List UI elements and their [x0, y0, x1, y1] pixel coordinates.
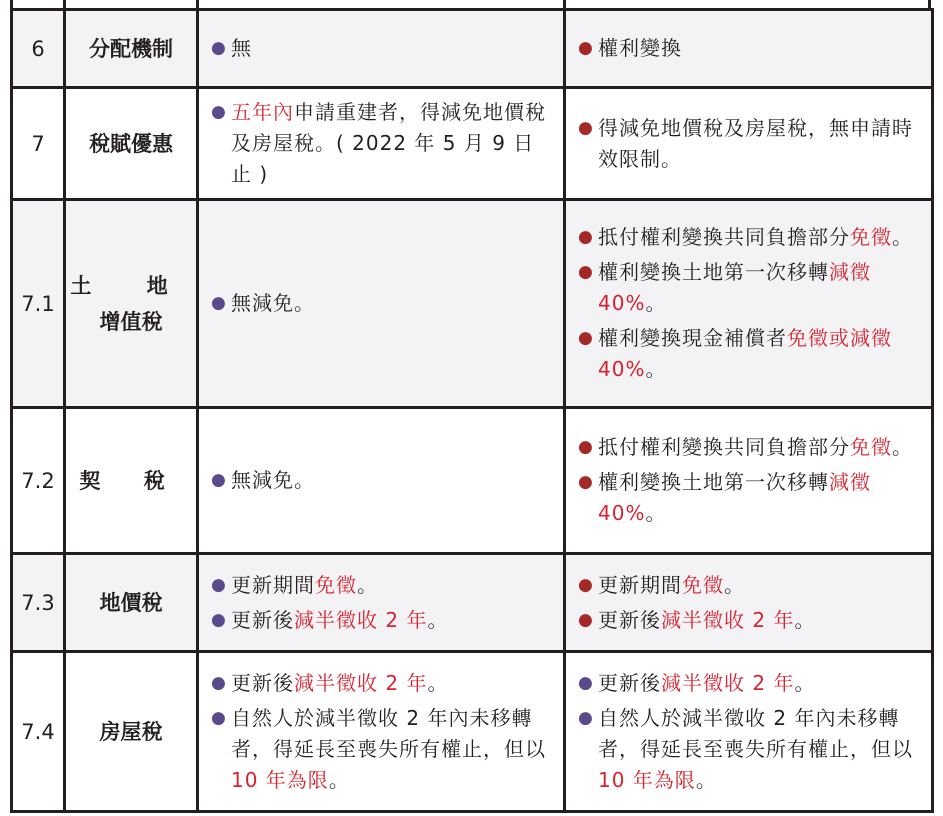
text-part: 更新期間: [231, 572, 315, 597]
text-part: 。: [427, 607, 449, 632]
text-part: 抵付權利變換共同負擔部分: [598, 435, 850, 459]
bullet-dot-icon: ●: [578, 609, 593, 630]
table-row: [12, 88, 933, 200]
text-part: 。: [645, 291, 667, 315]
row-number: 7.4: [12, 652, 65, 812]
text-part: 。: [724, 572, 745, 597]
text-part: 權利變換土地第一次移轉: [598, 260, 829, 284]
highlight-text: 10 年為限: [598, 767, 696, 792]
row-number: 7.2: [12, 408, 65, 554]
bullet-item: [578, 605, 921, 636]
row-cell-a: [198, 408, 565, 554]
bullet-dot-icon: ●: [211, 470, 226, 490]
bullet-text: [598, 570, 921, 601]
bullet-text: [598, 703, 921, 796]
bullet-dot-icon: ●: [578, 328, 593, 348]
highlight-text: 減徵 40%: [598, 470, 871, 525]
bullet-dot-icon: ●: [211, 293, 226, 313]
text-part: 。: [794, 607, 816, 632]
text-part: 。: [645, 501, 667, 525]
bullet-text: [598, 605, 921, 636]
text-part: 申請重建者，得減免地價稅及房屋稅。( 2022 年 5 月 9 日止 ): [231, 100, 546, 186]
bullet-item: [578, 33, 921, 64]
text-part: 自然人於減半徵收 2 年內未移轉者，得延長至喪失所有權止，但以: [231, 705, 546, 761]
bullet-dot-icon: ●: [578, 672, 593, 693]
text-part: 。: [357, 572, 378, 597]
bullet-item: [211, 465, 553, 496]
bullet-dot-icon: ●: [578, 437, 593, 457]
row-cell-a: [198, 88, 565, 200]
text-part: 抵付權利變換共同負擔部分: [598, 225, 850, 249]
bullet-item: [211, 33, 553, 64]
bullet-text: [231, 288, 553, 319]
table-row: [12, 200, 933, 408]
row-cell-a: [198, 200, 565, 408]
bullet-dot-icon: ●: [211, 574, 226, 595]
text-part: 更新後: [598, 607, 661, 632]
highlight-text: 免徵或減徵 40%: [598, 326, 892, 381]
text-part: 權利變換現金補償者: [598, 326, 787, 350]
highlight-text: 減半徵收 2 年: [294, 607, 428, 632]
tax-comparison-table: [10, 8, 934, 813]
bullet-text: [598, 432, 921, 463]
highlight-text: 免徵: [850, 225, 892, 249]
bullet-dot-icon: ●: [578, 262, 593, 282]
highlight-text: 免徵: [850, 435, 892, 459]
row-number: 6: [12, 10, 65, 88]
bullet-item: [211, 703, 553, 796]
row-cell-a: [198, 10, 565, 88]
bullet-dot-icon: ●: [578, 707, 593, 728]
highlight-text: 五年內: [231, 100, 294, 124]
text-part: 自然人於減半徵收 2 年內未移轉者，得延長至喪失所有權止，但以: [598, 705, 913, 761]
bullet-item: [211, 288, 553, 319]
row-item-line: 土 地: [70, 273, 192, 298]
bullet-text: [598, 467, 921, 529]
text-part: 更新後: [231, 607, 294, 632]
text-part: 。: [328, 767, 350, 792]
bullet-text: [231, 97, 553, 190]
row-item: [65, 200, 198, 408]
bullet-item: [211, 605, 553, 636]
bullet-text: [598, 222, 921, 253]
bullet-text: [231, 605, 553, 636]
text-part: 權利變換土地第一次移轉: [598, 470, 829, 494]
bullet-item: [578, 323, 921, 385]
row-cell-b: [565, 554, 933, 652]
bullet-text: [231, 703, 553, 796]
bullet-item: [211, 570, 553, 601]
bullet-item: [211, 97, 553, 190]
row-item: 稅賦優惠: [65, 88, 198, 200]
table-row: [12, 408, 933, 554]
bullet-item: [578, 113, 921, 175]
text-part: 。: [794, 670, 816, 695]
text-part: 。: [892, 435, 913, 459]
row-number: 7.3: [12, 554, 65, 652]
bullet-text: [598, 668, 921, 699]
bullet-item: [578, 668, 921, 699]
bullet-item: [578, 257, 921, 319]
highlight-text: 減徵 40%: [598, 260, 871, 315]
table-row: [12, 554, 933, 652]
bullet-dot-icon: ●: [211, 672, 226, 693]
row-item: 契 稅: [65, 408, 198, 554]
table-row: [12, 10, 933, 88]
bullet-dot-icon: ●: [211, 707, 226, 728]
bullet-text: [598, 113, 921, 175]
bullet-item: [578, 703, 921, 796]
bullet-dot-icon: ●: [211, 102, 226, 122]
bullet-text: [231, 570, 553, 601]
bullet-item: [578, 432, 921, 463]
bullet-text: [598, 323, 921, 385]
bullet-dot-icon: ●: [578, 38, 593, 58]
text-part: 。: [427, 670, 449, 695]
bullet-text: [231, 668, 553, 699]
text-part: 。: [892, 225, 913, 249]
bullet-dot-icon: ●: [211, 38, 226, 58]
highlight-text: 減半徵收 2 年: [661, 607, 795, 632]
row-number: 7.1: [12, 200, 65, 408]
row-item: 房屋稅: [65, 652, 198, 812]
table-row: [12, 652, 933, 812]
bullet-text: [231, 33, 553, 64]
bullet-text: [598, 33, 921, 64]
text-part: 無減免。: [231, 291, 315, 315]
row-cell-a: [198, 652, 565, 812]
bullet-text: [598, 257, 921, 319]
bullet-item: [578, 222, 921, 253]
row-item-line: 增值稅: [99, 309, 163, 334]
bullet-item: [578, 570, 921, 601]
bullet-dot-icon: ●: [578, 227, 593, 247]
text-part: 權利變換: [598, 36, 682, 60]
highlight-text: 免徵: [315, 572, 357, 597]
text-part: 更新後: [598, 670, 661, 695]
row-cell-b: [565, 10, 933, 88]
row-cell-b: [565, 200, 933, 408]
bullet-dot-icon: ●: [578, 574, 593, 595]
bullet-item: [211, 668, 553, 699]
text-part: 無: [231, 36, 252, 60]
text-part: 。: [645, 357, 667, 381]
text-part: 無減免。: [231, 468, 315, 492]
bullet-item: [578, 467, 921, 529]
bullet-dot-icon: ●: [578, 117, 593, 138]
row-cell-b: [565, 652, 933, 812]
highlight-text: 減半徵收 2 年: [294, 670, 428, 695]
row-cell-a: [198, 554, 565, 652]
row-number: 7: [12, 88, 65, 200]
bullet-dot-icon: ●: [578, 472, 593, 492]
highlight-text: 減半徵收 2 年: [661, 670, 795, 695]
text-part: 更新期間: [598, 572, 682, 597]
row-cell-b: [565, 408, 933, 554]
text-part: 得減免地價稅及房屋稅，無申請時效限制。: [598, 115, 913, 171]
row-item: 地價稅: [65, 554, 198, 652]
text-part: 。: [695, 767, 717, 792]
highlight-text: 免徵: [682, 572, 724, 597]
bullet-dot-icon: ●: [211, 609, 226, 630]
bullet-text: [231, 465, 553, 496]
text-part: 更新後: [231, 670, 294, 695]
row-item: 分配機制: [65, 10, 198, 88]
highlight-text: 10 年為限: [231, 767, 329, 792]
row-cell-b: [565, 88, 933, 200]
